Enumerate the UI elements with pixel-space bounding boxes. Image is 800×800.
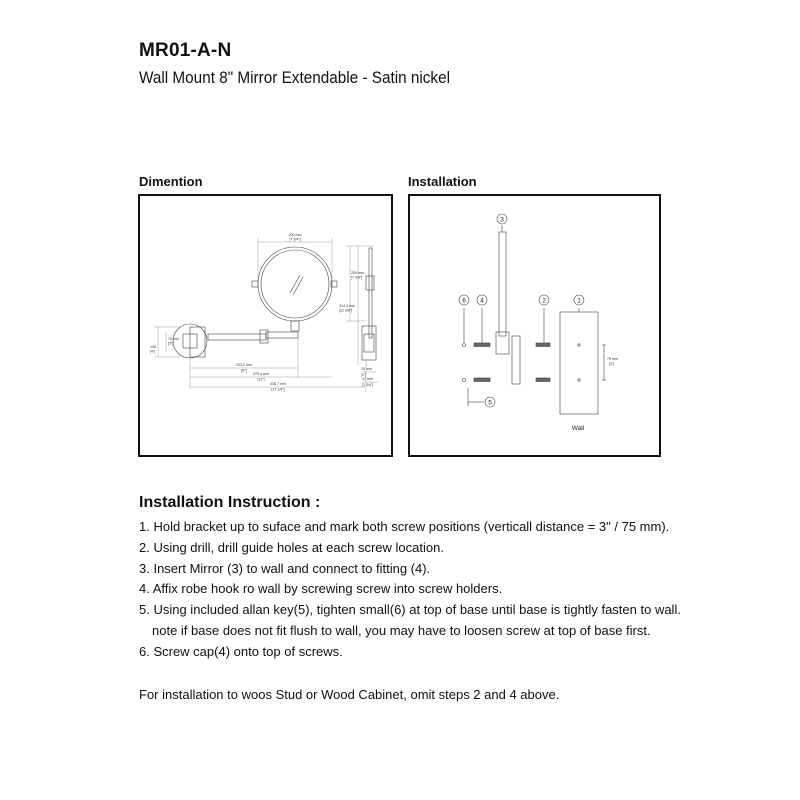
svg-text:2: 2 xyxy=(542,297,546,305)
svg-text:4: 4 xyxy=(480,297,484,305)
installation-drawing xyxy=(410,196,659,455)
instruction-step: 2. Using drill, drill guide holes at each screw location. xyxy=(139,539,444,555)
dim-mirror-height-in: [7 3/4"] xyxy=(351,275,363,280)
installation-diagram xyxy=(408,194,661,457)
small-screw-bottom xyxy=(463,379,466,382)
dim-plate-height-in: [4"] xyxy=(150,349,156,354)
fitting-screw-bottom xyxy=(474,378,490,382)
instruction-step: 5. Using included allan key(5), tighten small(6) at top of base until base is tightly fasten to wall. xyxy=(139,602,681,618)
mirror-pivot-left xyxy=(252,281,258,287)
wall-block xyxy=(560,312,598,414)
svg-text:1: 1 xyxy=(577,297,581,305)
dim-arm-short-in: [8"] xyxy=(241,368,247,373)
arm-left xyxy=(208,334,266,340)
dim-mirror-height: 200 mm xyxy=(351,271,364,275)
dim-total-height: 314.4 mm xyxy=(339,304,355,308)
wall-label: Wall xyxy=(571,425,585,432)
product-model: MR01-A-N xyxy=(139,40,232,61)
dimension-drawing xyxy=(140,196,391,455)
dim-depth-b: 47 mm xyxy=(362,377,373,381)
dim-arm-long: 438.7 mm xyxy=(270,382,286,386)
dim-depth-a-in: [1"] xyxy=(361,373,367,377)
mirror-glare-2 xyxy=(293,277,303,295)
base-plate-side xyxy=(512,336,520,384)
instruction-step: 4. Affix robe hook ro wall by screwing screw into screw holders. xyxy=(139,581,503,597)
product-description: Wall Mount 8" Mirror Extendable - Satin nickel xyxy=(139,68,450,87)
dimension-label: Dimention xyxy=(139,174,203,189)
spacing-dimension-in: [3"] xyxy=(609,362,615,366)
dimension-diagram xyxy=(138,194,393,457)
dim-mirror-width-in: [7 3/4"] xyxy=(289,237,301,242)
dim-plate-height: 100 xyxy=(150,345,156,349)
instruction-note: note if base does not fit flush to wall, you may have to loosen screw at top of base first. xyxy=(152,622,651,638)
dim-arm-long-in: [17 1/4"] xyxy=(271,387,285,392)
instruction-step: 6. Screw cap(4) onto top of screws. xyxy=(139,643,343,659)
dim-base-height: 75 mm xyxy=(168,337,179,341)
dim-arm-mid-in: [11"] xyxy=(257,377,265,382)
dim-depth-b-in: [1 3/4"] xyxy=(362,383,374,387)
mirror-glare xyxy=(290,275,300,293)
side-pivot xyxy=(366,276,374,290)
instruction-step: 1. Hold bracket up to suface and mark both screw positions (verticall distance = 3" / 75 mm). xyxy=(139,519,670,534)
fitting-screw-top xyxy=(474,343,490,347)
installation-label: Installation xyxy=(408,174,477,189)
svg-text:3: 3 xyxy=(500,216,504,224)
instruction-steps xyxy=(139,517,681,663)
dim-mirror-width: 200 mm xyxy=(288,233,302,237)
mirror-side-view xyxy=(499,232,506,336)
svg-text:6: 6 xyxy=(462,297,466,305)
footer-note: For installation to woos Stud or Wood Cabinet, omit steps 2 and 4 above. xyxy=(139,687,560,702)
dim-base-height-in: [3"] xyxy=(168,341,174,346)
dim-total-height-in: [12 3/8"] xyxy=(339,308,353,313)
dim-arm-mid: 279.4 mm xyxy=(253,372,269,376)
dim-depth-a: 25 mm xyxy=(361,367,372,371)
mirror-neck xyxy=(291,321,299,331)
small-screw-top xyxy=(463,344,466,347)
side-mirror xyxy=(369,248,372,338)
spacing-dimension: 75 mm xyxy=(607,357,618,361)
instructions-heading: Installation Instruction : xyxy=(139,494,321,511)
screw-bottom xyxy=(536,378,550,382)
svg-text:5: 5 xyxy=(488,399,492,407)
instruction-step: 3. Insert Mirror (3) to wall and connect to fitting (4). xyxy=(139,560,431,576)
mirror-fitting xyxy=(496,332,509,354)
dim-arm-short: 203.2 mm xyxy=(236,363,252,367)
arm-right xyxy=(266,332,298,338)
screw-top xyxy=(536,343,550,347)
